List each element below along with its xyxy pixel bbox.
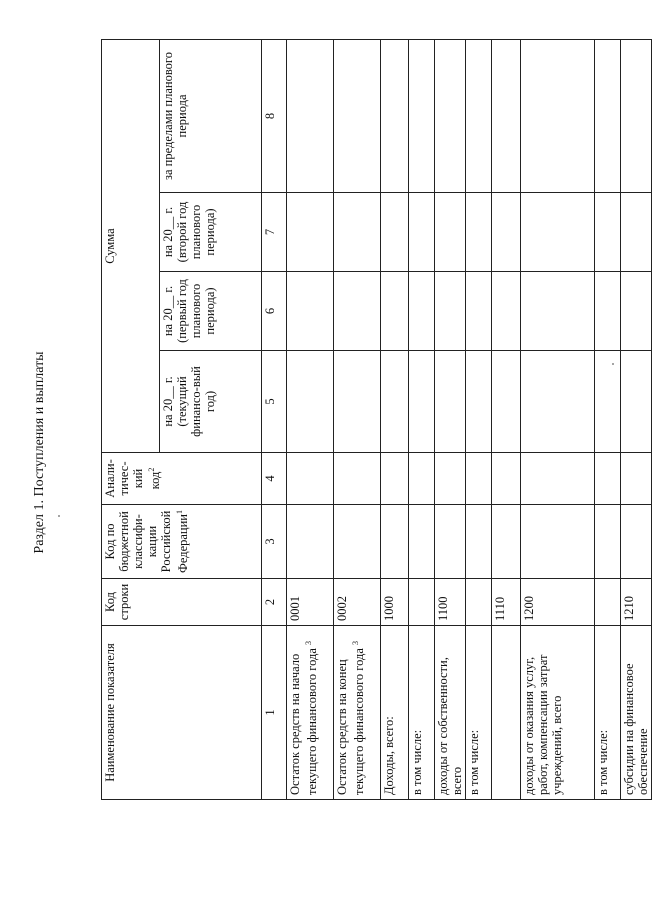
empty-cell — [621, 453, 652, 505]
table-row — [621, 39, 652, 799]
col-number: 3 — [262, 505, 287, 579]
empty-cell — [466, 272, 492, 351]
empty-cell — [521, 193, 595, 272]
table-row — [466, 39, 492, 799]
empty-cell — [521, 39, 595, 192]
row-name — [381, 626, 409, 800]
header-budget-code — [102, 505, 262, 579]
footnote-marker: 2 — [147, 467, 156, 472]
empty-cell — [381, 351, 409, 453]
footnote-marker: 3 — [351, 640, 360, 645]
empty-cell — [492, 505, 521, 579]
empty-cell — [381, 453, 409, 505]
empty-cell — [595, 505, 621, 579]
header-col8: за пределами планового периода — [160, 39, 262, 192]
row-name-text: в том числе: — [596, 729, 610, 795]
row-code: 1210 — [621, 579, 652, 626]
empty-cell — [409, 453, 435, 505]
table-row — [334, 39, 381, 799]
empty-cell — [409, 505, 435, 579]
empty-cell — [409, 272, 435, 351]
row-name — [621, 626, 652, 800]
empty-cell — [334, 453, 381, 505]
scan-speck — [58, 515, 60, 517]
empty-cell — [435, 453, 466, 505]
empty-cell — [334, 351, 381, 453]
row-name — [492, 626, 521, 800]
row-name — [466, 626, 492, 800]
row-code — [466, 579, 492, 626]
header-budget-code-text: Код по бюджетной классифи-кации Российской Федерации — [103, 510, 191, 574]
empty-cell — [334, 39, 381, 192]
empty-cell — [334, 272, 381, 351]
header-sum: Сумма — [102, 39, 160, 452]
empty-cell — [521, 505, 595, 579]
row-name — [409, 626, 435, 800]
empty-cell — [287, 453, 334, 505]
col-number: 8 — [262, 39, 287, 192]
row-code: 1200 — [521, 579, 595, 626]
row-code — [409, 579, 435, 626]
row-name — [334, 626, 381, 800]
empty-cell — [409, 193, 435, 272]
empty-cell — [466, 351, 492, 453]
empty-cell — [521, 272, 595, 351]
empty-cell — [287, 272, 334, 351]
empty-cell — [621, 272, 652, 351]
empty-cell — [409, 39, 435, 192]
empty-cell — [492, 39, 521, 192]
row-name-text: в том числе: — [410, 729, 424, 795]
header-col7: на 20__ г. (второй год планового периода) — [160, 193, 262, 272]
empty-cell — [621, 193, 652, 272]
footnote-marker: 3 — [304, 640, 313, 645]
row-name-text: Остаток средств на начало текущего финансового года — [288, 648, 320, 795]
row-name — [287, 626, 334, 800]
empty-cell — [381, 505, 409, 579]
row-name-text: в том числе: — [467, 729, 481, 795]
row-code: 0001 — [287, 579, 334, 626]
col-number: 7 — [262, 193, 287, 272]
header-col5: на 20__ г. (текущий финансо-вый год) — [160, 351, 262, 453]
empty-cell — [381, 39, 409, 192]
empty-cell — [621, 505, 652, 579]
empty-cell — [466, 39, 492, 192]
empty-cell — [435, 351, 466, 453]
row-name-text: доходы от оказания услуг, работ, компенсации затрат учреждений, всего — [522, 654, 564, 795]
empty-cell — [466, 505, 492, 579]
table-row — [492, 39, 521, 799]
footnote-marker: 1 — [175, 509, 184, 514]
table-row — [595, 39, 621, 799]
empty-cell — [521, 453, 595, 505]
table-row — [521, 39, 595, 799]
table-row — [381, 39, 409, 799]
table-row — [287, 39, 334, 799]
row-code: 1110 — [492, 579, 521, 626]
scan-speck — [612, 363, 614, 365]
row-name — [435, 626, 466, 800]
row-name — [595, 626, 621, 800]
header-name: Наименование показателя — [102, 626, 262, 800]
row-name-text: субсидии на финансовое обеспечение — [622, 663, 650, 795]
empty-cell — [435, 272, 466, 351]
row-code: 0002 — [334, 579, 381, 626]
empty-cell — [492, 272, 521, 351]
header-col6: на 20__ г. (первый год планового периода) — [160, 272, 262, 351]
header-analytic-code — [102, 453, 262, 505]
column-number-row — [262, 39, 287, 799]
section-title: Раздел 1. Поступления и выплаты — [32, 351, 47, 554]
row-code: 1100 — [435, 579, 466, 626]
header-line-code: Код строки — [102, 579, 262, 626]
empty-cell — [595, 351, 621, 453]
empty-cell — [435, 193, 466, 272]
empty-cell — [435, 39, 466, 192]
empty-cell — [334, 193, 381, 272]
empty-cell — [381, 272, 409, 351]
empty-cell — [492, 193, 521, 272]
empty-cell — [621, 351, 652, 453]
empty-cell — [334, 505, 381, 579]
empty-cell — [287, 505, 334, 579]
row-code — [595, 579, 621, 626]
empty-cell — [409, 351, 435, 453]
receipts-payments-table — [101, 39, 652, 800]
empty-cell — [287, 39, 334, 192]
empty-cell — [381, 193, 409, 272]
header-analytic-code-text: Анали-тичес-кий код — [103, 459, 163, 498]
empty-cell — [287, 351, 334, 453]
table-row — [435, 39, 466, 799]
empty-cell — [595, 39, 621, 192]
empty-cell — [435, 505, 466, 579]
empty-cell — [466, 193, 492, 272]
table-row — [409, 39, 435, 799]
row-name — [521, 626, 595, 800]
col-number: 2 — [262, 579, 287, 626]
row-name-text: доходы от собственности, всего — [436, 657, 464, 795]
empty-cell — [621, 39, 652, 192]
empty-cell — [492, 351, 521, 453]
row-name-text: Доходы, всего: — [382, 716, 396, 795]
col-number: 5 — [262, 351, 287, 453]
col-number: 1 — [262, 626, 287, 800]
col-number: 6 — [262, 272, 287, 351]
empty-cell — [466, 453, 492, 505]
row-code: 1000 — [381, 579, 409, 626]
empty-cell — [287, 193, 334, 272]
empty-cell — [595, 272, 621, 351]
empty-cell — [595, 453, 621, 505]
empty-cell — [595, 193, 621, 272]
col-number: 4 — [262, 453, 287, 505]
empty-cell — [492, 453, 521, 505]
empty-cell — [521, 351, 595, 453]
row-name-text: Остаток средств на конец текущего финансового года — [335, 648, 367, 795]
